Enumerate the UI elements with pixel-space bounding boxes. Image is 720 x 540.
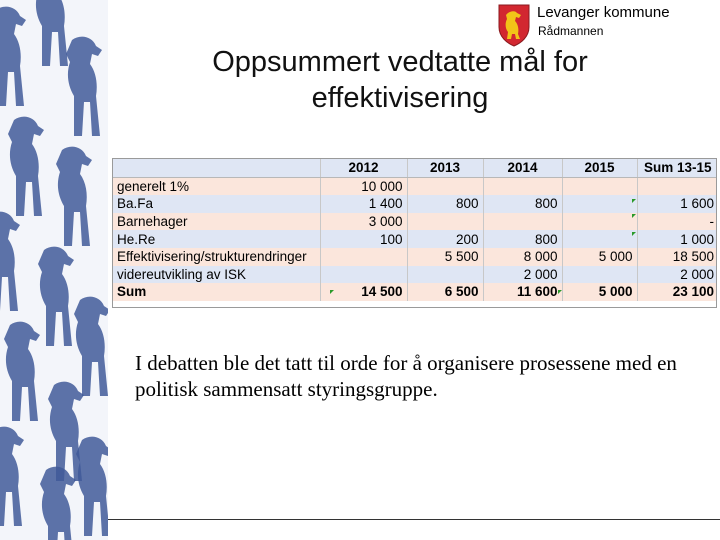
cell-marker-icon xyxy=(558,290,562,294)
cell-marker-icon xyxy=(632,214,636,218)
table-cell: 1 400 xyxy=(320,195,407,213)
cell-marker-icon xyxy=(632,199,636,203)
page-title: Oppsummert vedtatte mål for effektivisering xyxy=(212,46,588,114)
row-label: videreutvikling av ISK xyxy=(117,266,247,282)
column-header: Sum 13-15 xyxy=(637,159,717,177)
table-cell: 18 500 xyxy=(637,248,717,266)
department-name: Rådmannen xyxy=(538,24,604,38)
column-header: 2013 xyxy=(407,159,483,177)
table-cell xyxy=(637,177,717,195)
table-cell xyxy=(407,266,483,284)
table-cell: 800 xyxy=(407,195,483,213)
table-cell xyxy=(562,195,637,213)
table-cell xyxy=(562,213,637,231)
table-cell: 11 600 xyxy=(483,283,562,301)
table-header-row xyxy=(113,159,717,177)
table-cell xyxy=(483,213,562,231)
table-cell: 8 000 xyxy=(483,248,562,266)
table-cell xyxy=(562,177,637,195)
table-cell: 5 000 xyxy=(562,283,637,301)
table-cell xyxy=(320,248,407,266)
table-cell: 200 xyxy=(407,230,483,248)
table-cell xyxy=(562,230,637,248)
table-cell xyxy=(320,266,407,284)
column-header: 2014 xyxy=(483,159,562,177)
table-cell: 100 xyxy=(320,230,407,248)
column-header: 2012 xyxy=(320,159,407,177)
table-cell: 3 000 xyxy=(320,213,407,231)
row-label: generelt 1% xyxy=(117,178,190,194)
table-cell: 800 xyxy=(483,230,562,248)
table-row xyxy=(113,266,717,284)
cell-marker-icon xyxy=(632,232,636,236)
table-cell: 5 000 xyxy=(562,248,637,266)
municipality-logo-icon xyxy=(497,3,531,47)
savings-table xyxy=(112,158,717,308)
footer-divider xyxy=(108,519,720,520)
table-cell: 23 100 xyxy=(637,283,717,301)
sum-row xyxy=(113,283,717,301)
table-cell: 2 000 xyxy=(637,266,717,284)
column-header xyxy=(113,159,320,177)
row-label: Ba.Fa xyxy=(117,196,154,212)
table-row xyxy=(113,177,717,195)
table-cell: 14 500 xyxy=(320,283,407,301)
table-cell xyxy=(407,213,483,231)
decorative-horse-pattern xyxy=(0,0,108,540)
table-row xyxy=(113,195,717,213)
table-cell: 5 500 xyxy=(407,248,483,266)
table-cell: 1 000 xyxy=(637,230,717,248)
row-label: Sum xyxy=(117,284,147,300)
table-cell xyxy=(562,266,637,284)
table-cell: 800 xyxy=(483,195,562,213)
table-cell: 1 600 xyxy=(637,195,717,213)
cell-marker-icon xyxy=(330,290,334,294)
table-cell xyxy=(407,177,483,195)
table-cell xyxy=(483,177,562,195)
row-label: He.Re xyxy=(117,231,156,247)
table-cell: 6 500 xyxy=(407,283,483,301)
row-label: Barnehager xyxy=(117,214,188,230)
table-row xyxy=(113,248,717,266)
organization-name: Levanger kommune xyxy=(537,4,670,21)
body-text: I debatten ble det tatt til orde for å organisere prosessene med en politisk sammensatt styringsgruppe. xyxy=(135,351,677,401)
column-header: 2015 xyxy=(562,159,637,177)
row-label: Effektivisering/strukturendringer xyxy=(117,249,307,265)
table-cell: 2 000 xyxy=(483,266,562,284)
table-cell: - xyxy=(637,213,717,231)
table-cell: 10 000 xyxy=(320,177,407,195)
table-row xyxy=(113,213,717,231)
table-row xyxy=(113,230,717,248)
